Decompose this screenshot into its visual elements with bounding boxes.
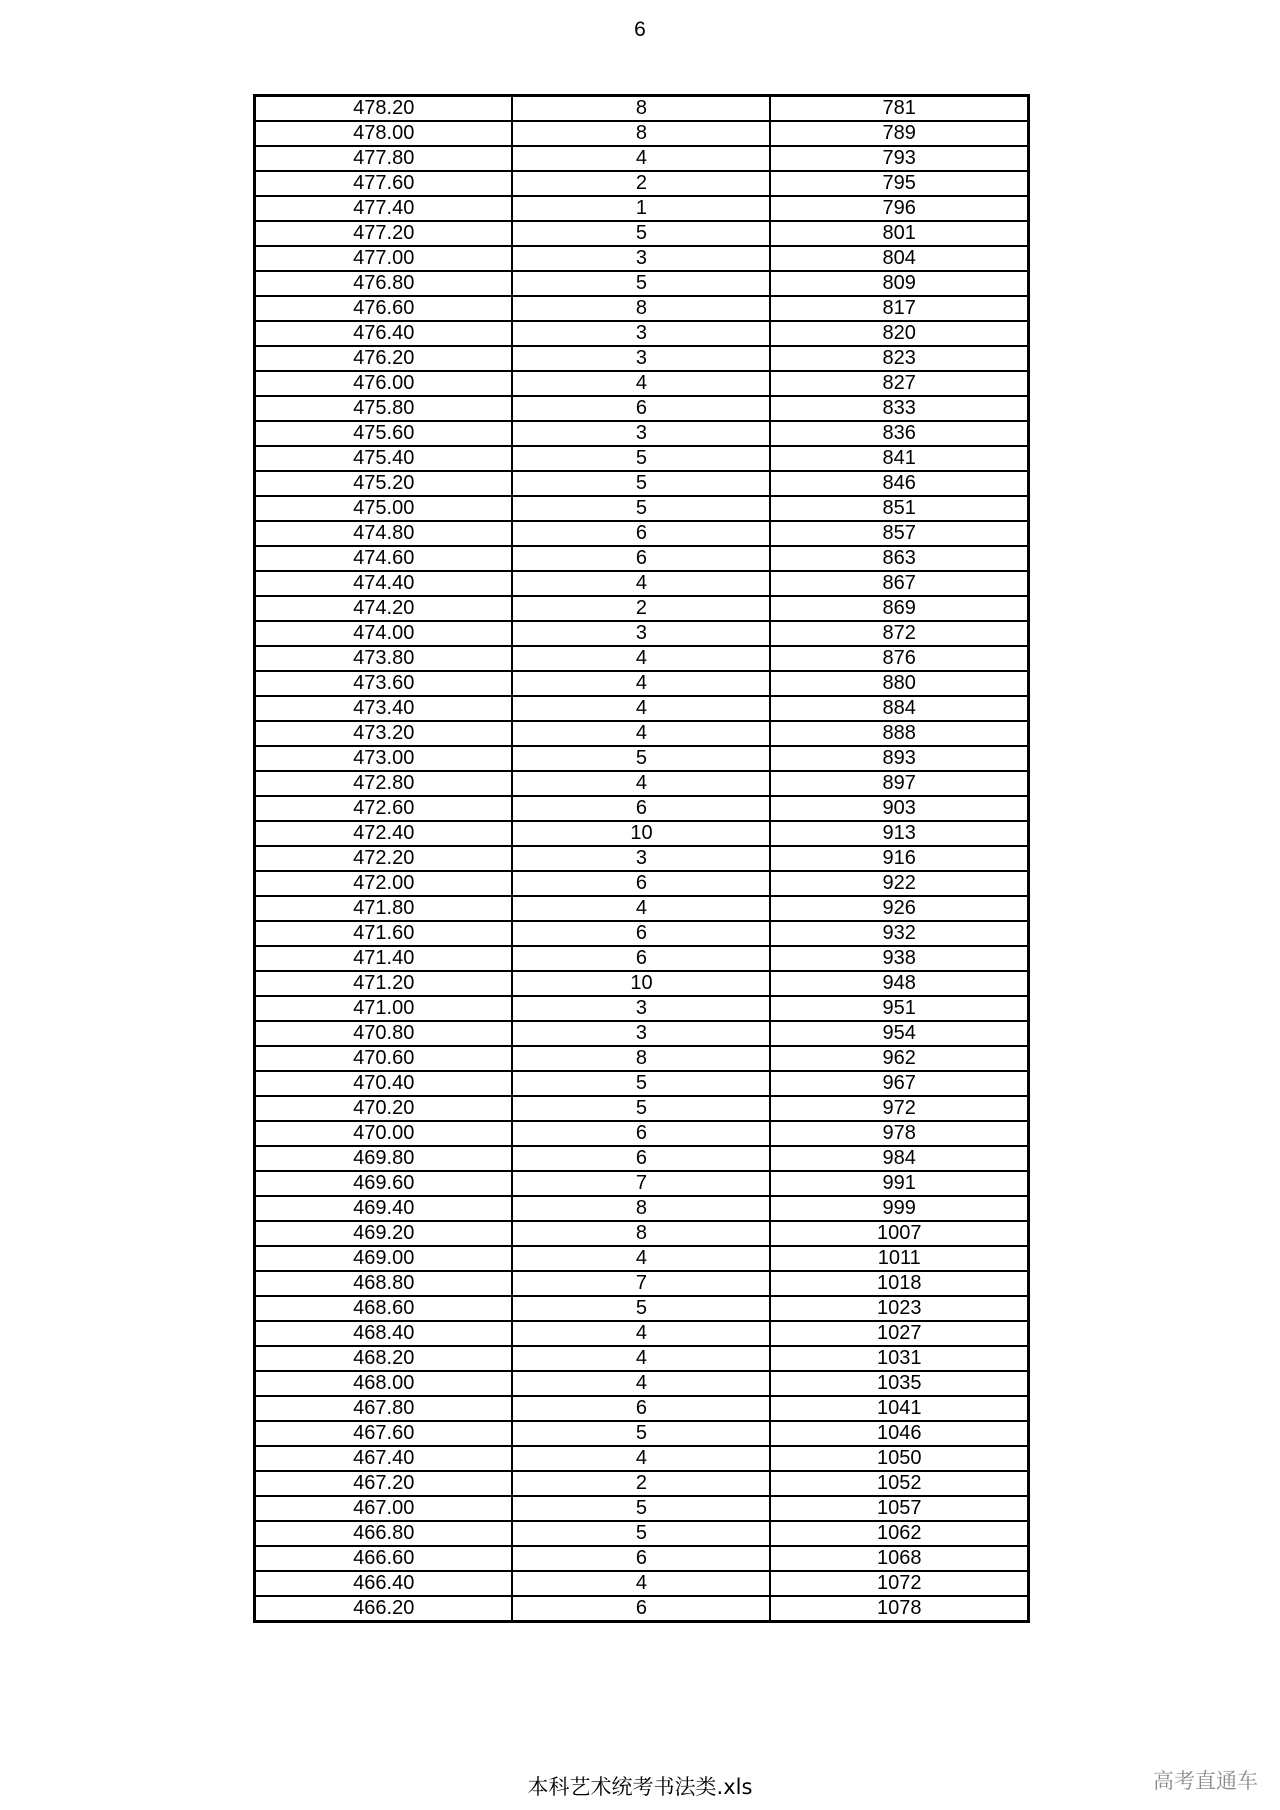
count-cell: 3	[512, 846, 770, 871]
table-row	[255, 1596, 1029, 1622]
table-row	[255, 1571, 1029, 1596]
cumulative-cell: 789	[770, 121, 1028, 146]
score-cell: 466.40	[255, 1571, 513, 1596]
count-cell: 5	[512, 1421, 770, 1446]
cumulative-cell: 932	[770, 921, 1028, 946]
table-row	[255, 1546, 1029, 1571]
table-row	[255, 1221, 1029, 1246]
cumulative-cell: 903	[770, 796, 1028, 821]
cumulative-cell: 1007	[770, 1221, 1028, 1246]
score-cell: 471.60	[255, 921, 513, 946]
table-row	[255, 871, 1029, 896]
score-cell: 466.60	[255, 1546, 513, 1571]
score-cell: 468.20	[255, 1346, 513, 1371]
score-cell: 471.00	[255, 996, 513, 1021]
cumulative-cell: 984	[770, 1146, 1028, 1171]
table-row	[255, 396, 1029, 421]
table-row	[255, 121, 1029, 146]
count-cell: 4	[512, 696, 770, 721]
score-cell: 471.80	[255, 896, 513, 921]
count-cell: 6	[512, 521, 770, 546]
score-cell: 470.80	[255, 1021, 513, 1046]
count-cell: 6	[512, 946, 770, 971]
table-row	[255, 821, 1029, 846]
cumulative-cell: 872	[770, 621, 1028, 646]
score-cell: 475.20	[255, 471, 513, 496]
cumulative-cell: 884	[770, 696, 1028, 721]
footer-filename: 本科艺术统考书法类.xls	[527, 1775, 753, 1799]
cumulative-cell: 833	[770, 396, 1028, 421]
count-cell: 6	[512, 871, 770, 896]
score-cell: 473.40	[255, 696, 513, 721]
cumulative-cell: 978	[770, 1121, 1028, 1146]
cumulative-cell: 781	[770, 96, 1028, 122]
count-cell: 4	[512, 646, 770, 671]
count-cell: 4	[512, 1321, 770, 1346]
cumulative-cell: 967	[770, 1071, 1028, 1096]
table-row	[255, 921, 1029, 946]
table-row	[255, 171, 1029, 196]
count-cell: 2	[512, 171, 770, 196]
count-cell: 4	[512, 671, 770, 696]
score-cell: 468.40	[255, 1321, 513, 1346]
score-cell: 469.80	[255, 1146, 513, 1171]
score-cell: 467.60	[255, 1421, 513, 1446]
score-cell: 477.40	[255, 196, 513, 221]
table-row	[255, 246, 1029, 271]
table-row	[255, 1496, 1029, 1521]
count-cell: 6	[512, 1596, 770, 1622]
cumulative-cell: 1041	[770, 1396, 1028, 1421]
count-cell: 6	[512, 546, 770, 571]
count-cell: 4	[512, 896, 770, 921]
count-cell: 6	[512, 1121, 770, 1146]
cumulative-cell: 795	[770, 171, 1028, 196]
cumulative-cell: 913	[770, 821, 1028, 846]
table-row	[255, 846, 1029, 871]
count-cell: 4	[512, 371, 770, 396]
score-cell: 476.20	[255, 346, 513, 371]
cumulative-cell: 893	[770, 746, 1028, 771]
cumulative-cell: 796	[770, 196, 1028, 221]
count-cell: 4	[512, 771, 770, 796]
count-cell: 4	[512, 1446, 770, 1471]
cumulative-cell: 846	[770, 471, 1028, 496]
count-cell: 8	[512, 1196, 770, 1221]
count-cell: 3	[512, 246, 770, 271]
score-cell: 477.20	[255, 221, 513, 246]
count-cell: 8	[512, 96, 770, 122]
table-row	[255, 1171, 1029, 1196]
table-row	[255, 696, 1029, 721]
table-row	[255, 1296, 1029, 1321]
score-cell: 473.20	[255, 721, 513, 746]
cumulative-cell: 857	[770, 521, 1028, 546]
score-cell: 475.60	[255, 421, 513, 446]
count-cell: 8	[512, 1221, 770, 1246]
table-row	[255, 1396, 1029, 1421]
count-cell: 8	[512, 296, 770, 321]
score-cell: 475.80	[255, 396, 513, 421]
score-cell: 478.00	[255, 121, 513, 146]
cumulative-cell: 836	[770, 421, 1028, 446]
cumulative-cell: 951	[770, 996, 1028, 1021]
table-row	[255, 471, 1029, 496]
cumulative-cell: 1072	[770, 1571, 1028, 1596]
cumulative-cell: 817	[770, 296, 1028, 321]
count-cell: 3	[512, 1021, 770, 1046]
cumulative-cell: 1046	[770, 1421, 1028, 1446]
table-row	[255, 746, 1029, 771]
count-cell: 4	[512, 146, 770, 171]
cumulative-cell: 948	[770, 971, 1028, 996]
score-cell: 469.40	[255, 1196, 513, 1221]
count-cell: 8	[512, 1046, 770, 1071]
score-cell: 471.20	[255, 971, 513, 996]
count-cell: 10	[512, 821, 770, 846]
count-cell: 4	[512, 1246, 770, 1271]
count-cell: 5	[512, 1496, 770, 1521]
cumulative-cell: 804	[770, 246, 1028, 271]
score-cell: 478.20	[255, 96, 513, 122]
table-row	[255, 1096, 1029, 1121]
table-row	[255, 196, 1029, 221]
cumulative-cell: 1068	[770, 1546, 1028, 1571]
count-cell: 4	[512, 1571, 770, 1596]
table-row	[255, 1046, 1029, 1071]
cumulative-cell: 954	[770, 1021, 1028, 1046]
score-cell: 477.80	[255, 146, 513, 171]
score-cell: 477.60	[255, 171, 513, 196]
cumulative-cell: 863	[770, 546, 1028, 571]
score-cell: 473.60	[255, 671, 513, 696]
cumulative-cell: 1023	[770, 1296, 1028, 1321]
score-cell: 472.40	[255, 821, 513, 846]
score-cell: 466.80	[255, 1521, 513, 1546]
table-row	[255, 1371, 1029, 1396]
score-cell: 469.20	[255, 1221, 513, 1246]
score-cell: 469.60	[255, 1171, 513, 1196]
score-cell: 474.40	[255, 571, 513, 596]
cumulative-cell: 999	[770, 1196, 1028, 1221]
table-row	[255, 346, 1029, 371]
score-cell: 476.00	[255, 371, 513, 396]
table-row	[255, 1271, 1029, 1296]
table-row	[255, 1146, 1029, 1171]
cumulative-cell: 888	[770, 721, 1028, 746]
table-row	[255, 596, 1029, 621]
table-row	[255, 521, 1029, 546]
table-row	[255, 971, 1029, 996]
cumulative-cell: 972	[770, 1096, 1028, 1121]
count-cell: 10	[512, 971, 770, 996]
table-row	[255, 1421, 1029, 1446]
score-cell: 470.20	[255, 1096, 513, 1121]
score-table-body	[255, 96, 1029, 1622]
score-cell: 466.20	[255, 1596, 513, 1622]
count-cell: 6	[512, 921, 770, 946]
count-cell: 6	[512, 1146, 770, 1171]
count-cell: 4	[512, 721, 770, 746]
count-cell: 5	[512, 446, 770, 471]
count-cell: 8	[512, 121, 770, 146]
cumulative-cell: 820	[770, 321, 1028, 346]
score-cell: 470.60	[255, 1046, 513, 1071]
cumulative-cell: 1078	[770, 1596, 1028, 1622]
count-cell: 2	[512, 1471, 770, 1496]
score-cell: 471.40	[255, 946, 513, 971]
cumulative-cell: 880	[770, 671, 1028, 696]
cumulative-cell: 938	[770, 946, 1028, 971]
count-cell: 7	[512, 1171, 770, 1196]
table-row	[255, 796, 1029, 821]
count-cell: 5	[512, 271, 770, 296]
count-cell: 5	[512, 746, 770, 771]
table-row	[255, 946, 1029, 971]
cumulative-cell: 897	[770, 771, 1028, 796]
count-cell: 6	[512, 396, 770, 421]
score-cell: 472.80	[255, 771, 513, 796]
score-cell: 467.40	[255, 1446, 513, 1471]
score-table	[253, 94, 1030, 1623]
table-row	[255, 771, 1029, 796]
cumulative-cell: 869	[770, 596, 1028, 621]
table-row	[255, 446, 1029, 471]
cumulative-cell: 1011	[770, 1246, 1028, 1271]
table-row	[255, 1246, 1029, 1271]
watermark: 高考直通车	[1153, 1769, 1258, 1793]
table-row	[255, 1021, 1029, 1046]
page-number: 6	[634, 18, 646, 41]
count-cell: 2	[512, 596, 770, 621]
score-cell: 477.00	[255, 246, 513, 271]
table-row	[255, 1071, 1029, 1096]
cumulative-cell: 1031	[770, 1346, 1028, 1371]
count-cell: 5	[512, 471, 770, 496]
count-cell: 6	[512, 1546, 770, 1571]
cumulative-cell: 876	[770, 646, 1028, 671]
score-cell: 469.00	[255, 1246, 513, 1271]
table-row	[255, 1446, 1029, 1471]
cumulative-cell: 1018	[770, 1271, 1028, 1296]
table-row	[255, 146, 1029, 171]
count-cell: 3	[512, 421, 770, 446]
score-cell: 473.80	[255, 646, 513, 671]
table-row	[255, 621, 1029, 646]
count-cell: 5	[512, 496, 770, 521]
table-row	[255, 96, 1029, 122]
cumulative-cell: 1057	[770, 1496, 1028, 1521]
score-cell: 467.20	[255, 1471, 513, 1496]
cumulative-cell: 841	[770, 446, 1028, 471]
cumulative-cell: 801	[770, 221, 1028, 246]
score-cell: 474.20	[255, 596, 513, 621]
table-row	[255, 421, 1029, 446]
score-cell: 472.00	[255, 871, 513, 896]
cumulative-cell: 823	[770, 346, 1028, 371]
table-row	[255, 1121, 1029, 1146]
count-cell: 4	[512, 1371, 770, 1396]
cumulative-cell: 851	[770, 496, 1028, 521]
table-row	[255, 296, 1029, 321]
count-cell: 5	[512, 1096, 770, 1121]
count-cell: 4	[512, 1346, 770, 1371]
table-row	[255, 221, 1029, 246]
score-cell: 475.00	[255, 496, 513, 521]
count-cell: 3	[512, 321, 770, 346]
cumulative-cell: 1052	[770, 1471, 1028, 1496]
table-row	[255, 1321, 1029, 1346]
table-row	[255, 571, 1029, 596]
cumulative-cell: 1050	[770, 1446, 1028, 1471]
score-cell: 467.80	[255, 1396, 513, 1421]
score-cell: 474.00	[255, 621, 513, 646]
score-cell: 468.80	[255, 1271, 513, 1296]
score-cell: 476.40	[255, 321, 513, 346]
score-cell: 474.60	[255, 546, 513, 571]
table-row	[255, 646, 1029, 671]
score-cell: 467.00	[255, 1496, 513, 1521]
table-row	[255, 1471, 1029, 1496]
cumulative-cell: 922	[770, 871, 1028, 896]
cumulative-cell: 1035	[770, 1371, 1028, 1396]
score-cell: 472.20	[255, 846, 513, 871]
score-cell: 468.60	[255, 1296, 513, 1321]
score-cell: 475.40	[255, 446, 513, 471]
cumulative-cell: 926	[770, 896, 1028, 921]
table-row	[255, 321, 1029, 346]
score-cell: 470.40	[255, 1071, 513, 1096]
table-row	[255, 996, 1029, 1021]
score-cell: 476.80	[255, 271, 513, 296]
count-cell: 5	[512, 1071, 770, 1096]
score-cell: 473.00	[255, 746, 513, 771]
cumulative-cell: 916	[770, 846, 1028, 871]
count-cell: 3	[512, 996, 770, 1021]
cumulative-cell: 793	[770, 146, 1028, 171]
count-cell: 5	[512, 1521, 770, 1546]
count-cell: 5	[512, 221, 770, 246]
score-cell: 472.60	[255, 796, 513, 821]
table-row	[255, 546, 1029, 571]
table-row	[255, 1346, 1029, 1371]
cumulative-cell: 1027	[770, 1321, 1028, 1346]
count-cell: 3	[512, 346, 770, 371]
cumulative-cell: 962	[770, 1046, 1028, 1071]
table-row	[255, 1521, 1029, 1546]
table-row	[255, 721, 1029, 746]
table-row	[255, 496, 1029, 521]
cumulative-cell: 867	[770, 571, 1028, 596]
count-cell: 4	[512, 571, 770, 596]
table-row	[255, 896, 1029, 921]
table-row	[255, 271, 1029, 296]
cumulative-cell: 809	[770, 271, 1028, 296]
count-cell: 5	[512, 1296, 770, 1321]
count-cell: 1	[512, 196, 770, 221]
count-cell: 3	[512, 621, 770, 646]
table-row	[255, 671, 1029, 696]
count-cell: 6	[512, 796, 770, 821]
score-cell: 470.00	[255, 1121, 513, 1146]
table-row	[255, 371, 1029, 396]
score-cell: 474.80	[255, 521, 513, 546]
count-cell: 7	[512, 1271, 770, 1296]
count-cell: 6	[512, 1396, 770, 1421]
score-cell: 468.00	[255, 1371, 513, 1396]
table-row	[255, 1196, 1029, 1221]
cumulative-cell: 1062	[770, 1521, 1028, 1546]
cumulative-cell: 991	[770, 1171, 1028, 1196]
cumulative-cell: 827	[770, 371, 1028, 396]
score-cell: 476.60	[255, 296, 513, 321]
